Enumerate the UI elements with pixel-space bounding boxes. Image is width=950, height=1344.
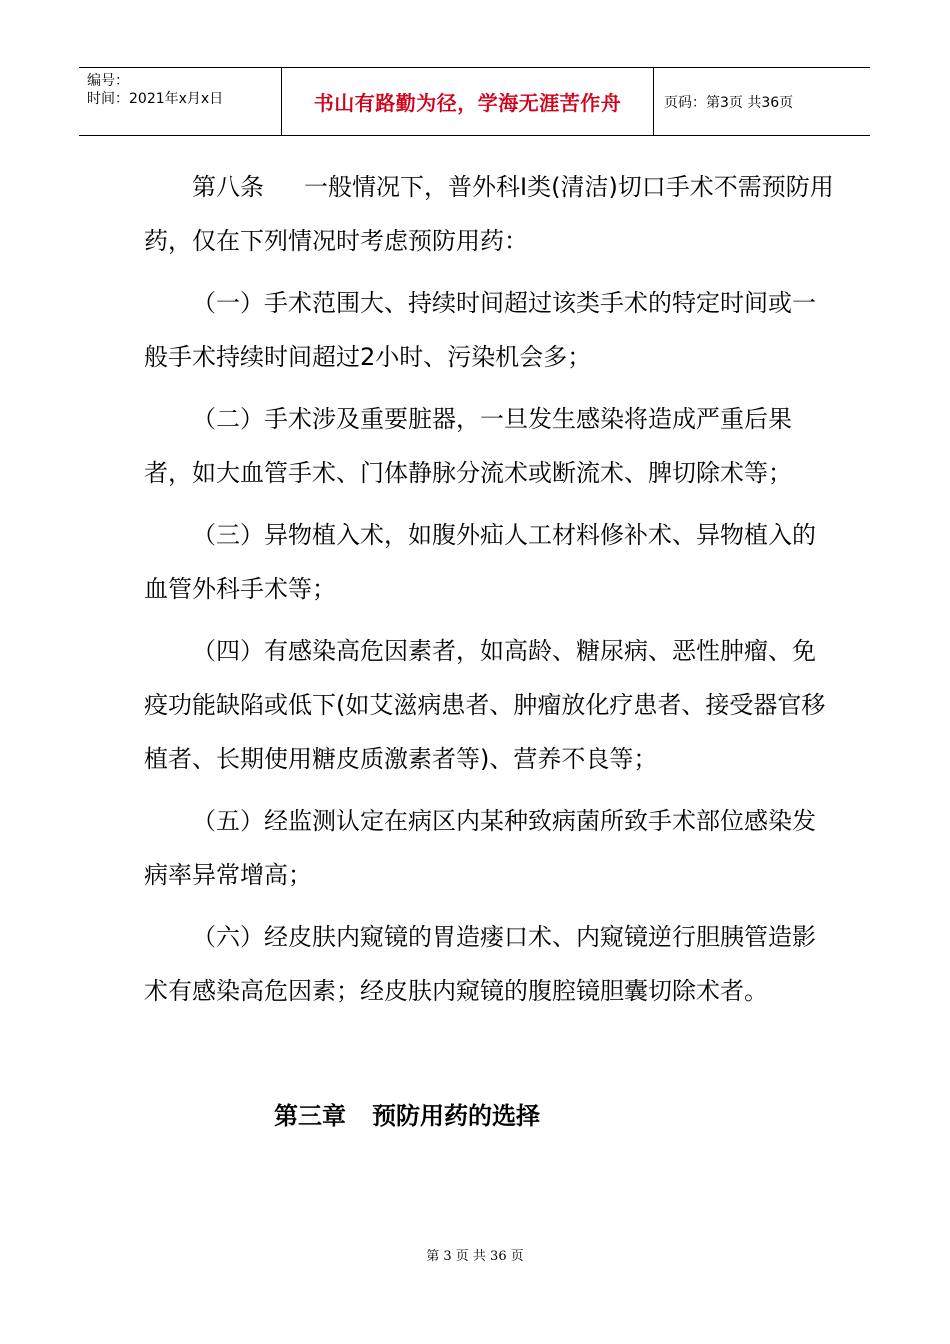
list-item-6: （六）经皮肤内窥镜的胃造瘘口术、内窥镜逆行胆胰管造影术有感染高危因素；经皮肤内窥镜的腹腔镜胆囊切除术者。: [144, 923, 816, 1005]
list-item-3: （三）异物植入术，如腹外疝人工材料修补术、异物植入的血管外科手术等；: [144, 521, 816, 603]
list-item-5: （五）经监测认定在病区内某种致病菌所致手术部位感染发病率异常增高；: [144, 807, 816, 889]
header-page-info-cell: [654, 68, 870, 135]
chapter-title: 预防用药的选择: [372, 1102, 540, 1130]
footer-page-number: 第 3 页 共 36 页: [426, 1249, 524, 1264]
list-item-4: （四）有感染高危因素者，如高龄、糖尿病、恶性肿瘤、免疫功能缺陷或低下(如艾滋病患者、肿瘤放化疗患者、接受器官移植者、长期使用糖皮质激素者等)、营养不良等；: [144, 637, 826, 773]
page-header: [79, 67, 870, 136]
header-meta: [79, 68, 282, 135]
chapter-number: 第三章: [274, 1102, 346, 1130]
article-text: 一般情况下，普外科Ⅰ类(清洁)切口手术不需预防用药，仅在下列情况时考虑预防用药：: [144, 173, 834, 255]
list-item-2: （二）手术涉及重要脏器，一旦发生感染将造成严重后果者，如大血管手术、门体静脉分流术或断流术、脾切除术等；: [144, 405, 792, 487]
list-item-1: （一）手术范围大、持续时间超过该类手术的特定时间或一般手术持续时间超过2小时、污染机会多；: [144, 289, 816, 371]
header-motto: 书山有路勤为径，学海无涯苦作舟: [313, 91, 622, 115]
article-label: 第八条: [192, 173, 264, 201]
document-date: 时间：2021年x月x日: [87, 91, 224, 107]
chapter-heading: [274, 1089, 540, 1143]
article-paragraph: [144, 160, 834, 268]
header-motto-cell: [282, 68, 654, 135]
document-number-label: 编号：: [87, 73, 129, 89]
header-page-info: 页码：第3页 共36页: [664, 94, 794, 111]
page-footer: [0, 1245, 950, 1264]
document-body: [144, 160, 834, 1026]
